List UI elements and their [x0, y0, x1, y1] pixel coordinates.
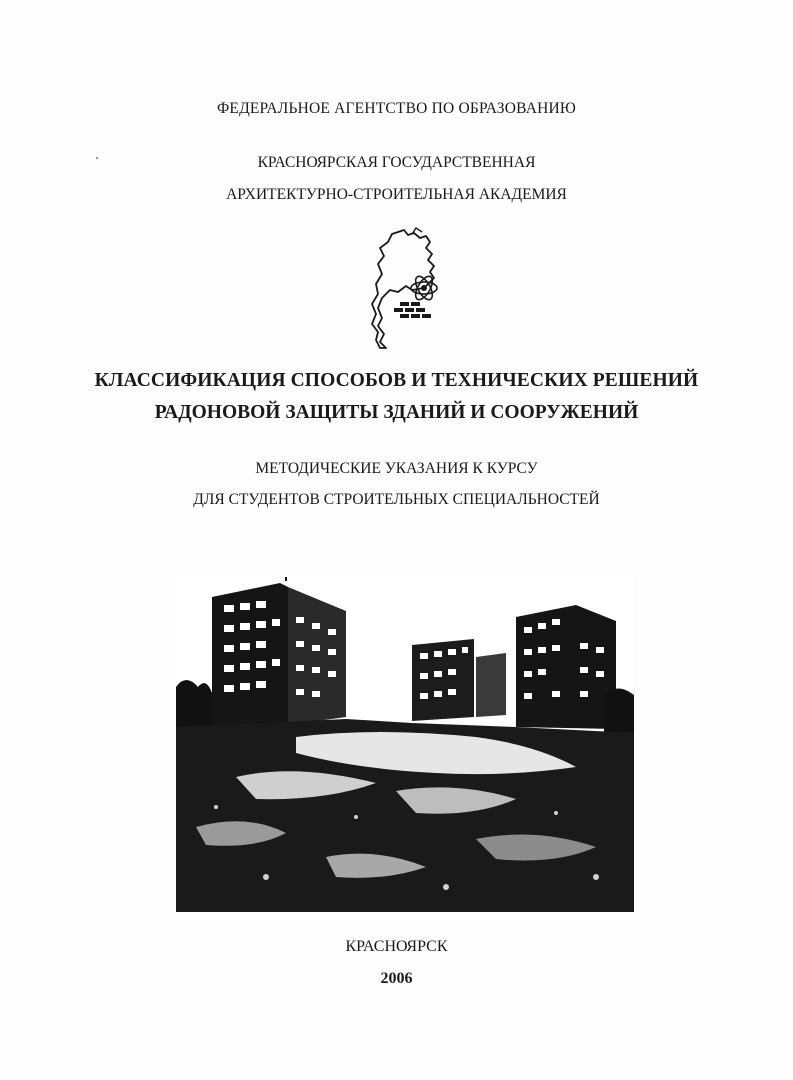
document-title-line1: КЛАССИФИКАЦИЯ СПОСОБОВ И ТЕХНИЧЕСКИХ РЕШЕНИЙ: [94, 370, 699, 391]
publication-city: КРАСНОЯРСК: [345, 938, 448, 955]
academy-emblem-icon: [368, 226, 444, 350]
academy-name-line2: АРХИТЕКТУРНО-СТРОИТЕЛЬНАЯ АКАДЕМИЯ: [226, 186, 567, 203]
academy-name-line1: КРАСНОЯРСКАЯ ГОСУДАРСТВЕННАЯ: [257, 154, 536, 171]
document-subtitle-line2: ДЛЯ СТУДЕНТОВ СТРОИТЕЛЬНЫХ СПЕЦИАЛЬНОСТЕЙ: [193, 491, 600, 508]
agency-name: ФЕДЕРАЛЬНОЕ АГЕНТСТВО ПО ОБРАЗОВАНИЮ: [216, 100, 577, 117]
document-title-line2: РАДОНОВОЙ ЗАЩИТЫ ЗДАНИЙ И СООРУЖЕНИЙ: [154, 402, 639, 423]
document-subtitle-line1: МЕТОДИЧЕСКИЕ УКАЗАНИЯ К КУРСУ: [255, 460, 538, 477]
publication-year: 2006: [380, 970, 413, 987]
construction-site-photo: [176, 577, 634, 912]
